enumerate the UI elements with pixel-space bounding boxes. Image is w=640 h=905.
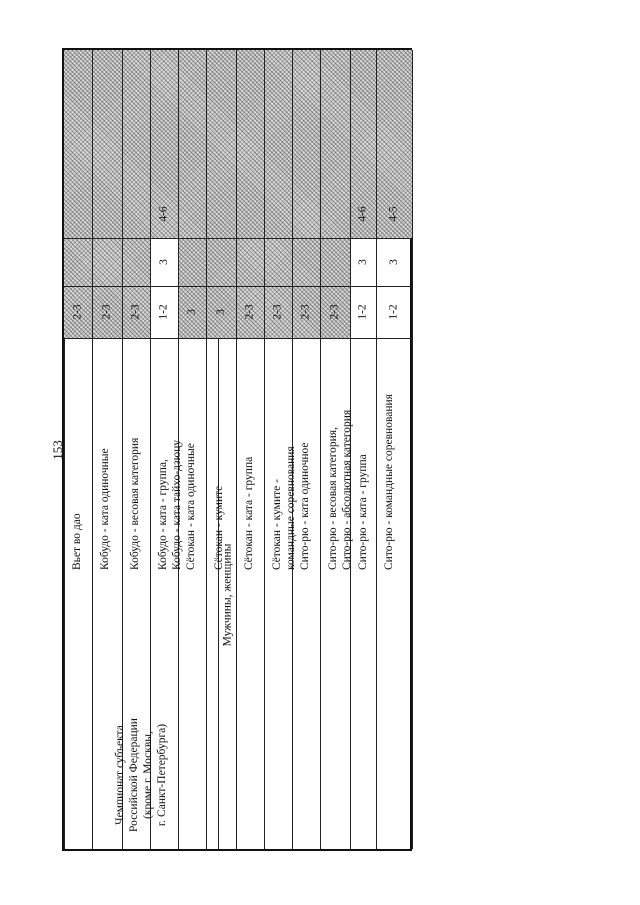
- discipline-line: Сётокан - кумите -: [271, 479, 283, 570]
- competition-cell: [64, 700, 218, 850]
- age-group-value: 1-2: [388, 304, 400, 320]
- column-divider: [412, 50, 413, 849]
- column-divider: [376, 50, 377, 849]
- secondary-group-b: [150, 190, 178, 238]
- competition-line: г. Санкт-Петербурга): [156, 723, 168, 827]
- age-group-value: 3: [186, 309, 198, 315]
- discipline-line: Кобудо - ката одиночные: [99, 448, 111, 570]
- secondary-group-b-value: 4-5: [388, 206, 400, 222]
- secondary-group-b-value: 4-6: [158, 206, 170, 222]
- discipline-line: Кобудо - ката - группа,: [157, 459, 169, 570]
- secondary-group-b-value: 4-6: [357, 206, 369, 222]
- discipline-name: [270, 446, 298, 570]
- discipline-name: [184, 443, 198, 570]
- age-group-value: 2-3: [130, 304, 142, 320]
- column-divider: [236, 50, 237, 849]
- age-group: [350, 286, 376, 338]
- discipline-line: Кобудо - весовая категория: [129, 437, 141, 570]
- discipline-name: [70, 513, 84, 570]
- column-divider: [264, 50, 265, 849]
- age-group: [92, 286, 122, 338]
- page-number: 153: [50, 440, 65, 460]
- discipline-name: [326, 410, 354, 570]
- discipline-line: Кобудо - ката тайхо-дзюцу: [171, 439, 183, 570]
- age-group: [150, 286, 178, 338]
- discipline-name: [242, 457, 256, 570]
- discipline-line: Сётокан - кумите: [213, 485, 225, 570]
- age-group: [320, 286, 350, 338]
- discipline-name: [128, 438, 142, 570]
- discipline-line: Сито-рю - абсолютная категория: [341, 409, 353, 570]
- discipline-name: [298, 442, 312, 570]
- discipline-line: Сито-рю - ката одиночное: [299, 442, 311, 570]
- age-group: [292, 286, 320, 338]
- secondary-group-a-value: 3: [388, 259, 400, 265]
- gender-cell: Мужчины, женщины: [221, 543, 233, 646]
- age-group-value: 1-2: [357, 304, 369, 320]
- secondary-group-b: [350, 190, 376, 238]
- age-group: [236, 286, 264, 338]
- discipline-name: [156, 440, 184, 570]
- age-group: [264, 286, 292, 338]
- discipline-line: Сито-рю - командные соревнования: [383, 394, 395, 570]
- age-group-value: 2-3: [272, 304, 284, 320]
- age-group-value: 2-3: [300, 304, 312, 320]
- secondary-group-a: [376, 238, 412, 286]
- secondary-group-a: [350, 238, 376, 286]
- column-divider: [320, 50, 321, 849]
- secondary-group-a-value: 3: [357, 259, 369, 265]
- age-group-value: 2-3: [72, 304, 84, 320]
- discipline-name: [98, 448, 112, 570]
- competition-line: Российской Федерации: [128, 718, 140, 832]
- discipline-line: Сито-рю - ката - группа: [357, 454, 369, 570]
- age-group: [122, 286, 150, 338]
- row-divider: [64, 338, 412, 339]
- age-group-value: 2-3: [101, 304, 113, 320]
- secondary-group-a: [150, 238, 178, 286]
- discipline-name: [382, 394, 396, 570]
- competition-line: (кроме г. Москвы,: [142, 731, 154, 819]
- age-group-value: 2-3: [244, 304, 256, 320]
- age-group: [64, 286, 92, 338]
- discipline-name: [356, 454, 370, 570]
- secondary-group-a-value: 3: [158, 259, 170, 265]
- discipline-line: Сётокан - ката - группа: [243, 456, 255, 570]
- age-group-value: 2-3: [329, 304, 341, 320]
- age-group-value: 1-2: [158, 304, 170, 320]
- competition-name: [113, 718, 169, 832]
- discipline-line: командные соревнования: [285, 446, 297, 570]
- age-group: [376, 286, 412, 338]
- rotated-sports-table: [62, 48, 412, 851]
- age-group: [178, 286, 206, 338]
- age-group-value: 3: [215, 309, 227, 315]
- discipline-line: Сито-рю - весовая категория,: [327, 427, 339, 570]
- discipline-line: Вьет во дао: [71, 513, 83, 570]
- competition-line: Чемпионат субъекта: [114, 725, 126, 825]
- age-group: [206, 286, 236, 338]
- discipline-line: Сётокан - ката одиночные: [185, 443, 197, 570]
- secondary-group-b: [376, 190, 412, 238]
